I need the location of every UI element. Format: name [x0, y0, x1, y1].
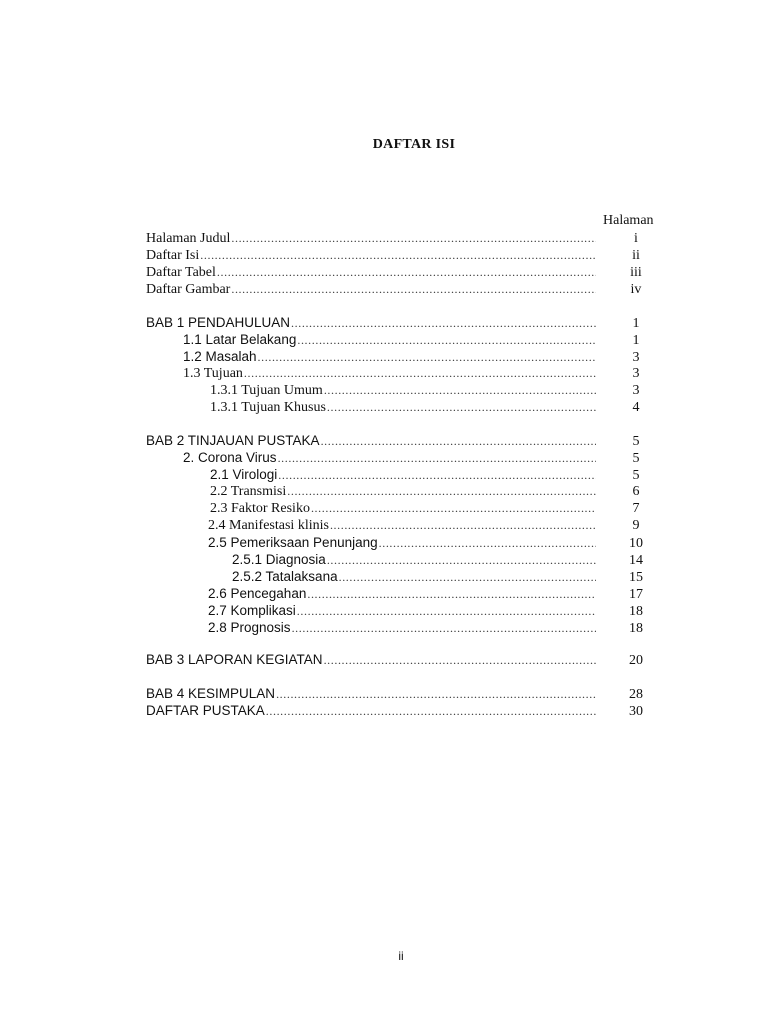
toc-entry-label: 2. Corona Virus: [183, 450, 277, 465]
dot-leader: [297, 332, 596, 349]
dot-leader: [297, 603, 596, 620]
toc-entry-label: 2.1 Virologi: [210, 467, 278, 482]
toc-entry-label: Daftar Gambar: [146, 282, 231, 297]
dot-leader: [231, 281, 596, 298]
toc-entry-label: 2.8 Prognosis: [208, 620, 291, 635]
dot-leader: [311, 500, 596, 517]
dot-leader: [200, 247, 596, 264]
dot-leader: [324, 382, 596, 399]
toc-entry-page: 5: [632, 451, 640, 466]
toc-entry-page: 4: [632, 400, 640, 415]
document-title: DAFTAR ISI: [372, 137, 456, 152]
toc-entry-label: BAB 3 LAPORAN KEGIATAN: [146, 652, 323, 667]
toc-entry-2-5-1: [232, 551, 676, 568]
toc-entry-page: 9: [632, 518, 640, 533]
toc-entry-2-3: [210, 500, 676, 517]
footer-page-number: ii: [398, 949, 404, 963]
toc-entry-page: iv: [630, 282, 642, 297]
toc-entry-1-3-1-umum: [210, 382, 676, 399]
toc-entry-label: 1.3.1 Tujuan Umum: [210, 383, 323, 398]
toc-entry-label: DAFTAR PUSTAKA: [146, 703, 265, 718]
toc-entry-page: 3: [632, 383, 640, 398]
toc-entry-page: 10: [629, 536, 643, 551]
toc-entry-1-3-1-khusus: [210, 399, 676, 416]
toc-entry-label: 1.3 Tujuan: [183, 366, 243, 381]
dot-leader: [327, 552, 596, 569]
toc-entry-page: iii: [630, 265, 642, 280]
toc-entry-page: 18: [629, 621, 643, 636]
toc-entry-2-7: [208, 602, 676, 619]
toc-entry-bab-2: [146, 432, 676, 449]
page-column-header: Halaman: [603, 213, 654, 228]
dot-leader: [276, 686, 596, 703]
toc-entry-label: BAB 1 PENDAHULUAN: [146, 315, 291, 330]
dot-leader: [278, 467, 596, 484]
toc-entry-2: [183, 449, 676, 466]
toc-entry-label: 1.3.1 Tujuan Khusus: [210, 400, 326, 415]
toc-entry-label: 1.1 Latar Belakang: [183, 332, 297, 347]
dot-leader: [244, 365, 596, 382]
dot-leader: [291, 315, 596, 332]
toc-entry-bab-4: [146, 685, 676, 702]
toc-entry-bab-3: [146, 651, 676, 668]
dot-leader: [231, 230, 596, 247]
dot-leader: [292, 620, 596, 637]
toc-entry-label: 2.5.2 Tatalaksana: [232, 569, 338, 584]
toc-entry-page: 17: [629, 587, 643, 602]
toc-entry-page: ii: [632, 248, 640, 263]
toc-entry-page: 7: [632, 501, 640, 516]
toc-entry-daftar-tabel: [146, 264, 676, 281]
toc-entry-page: 3: [632, 350, 640, 365]
dot-leader: [258, 349, 596, 366]
dot-leader: [324, 652, 596, 669]
dot-leader: [321, 433, 596, 450]
toc-entry-page: i: [634, 231, 638, 246]
toc-entry-label: 2.5.1 Diagnosia: [232, 552, 326, 567]
toc-entry-label: 2.5 Pemeriksaan Penunjang: [208, 535, 378, 550]
toc-entry-1-2: [183, 348, 676, 365]
toc-entry-page: 18: [629, 604, 643, 619]
dot-leader: [266, 703, 596, 720]
toc-entry-2-4: [208, 517, 676, 534]
toc-entry-bab-1: [146, 314, 676, 331]
dot-leader: [278, 450, 596, 467]
toc-entry-label: Daftar Tabel: [146, 265, 216, 280]
toc-entry-2-5-2: [232, 568, 676, 585]
toc-entry-2-1: [210, 466, 676, 483]
toc-entry-2-8: [208, 619, 676, 636]
toc-entry-1-3: [183, 365, 676, 382]
toc-entry-label: 2.7 Komplikasi: [208, 603, 296, 618]
dot-leader: [330, 517, 596, 534]
toc-entry-1-1: [183, 331, 676, 348]
toc-entry-page: 3: [632, 366, 640, 381]
toc-entry-page: 5: [632, 434, 640, 449]
toc-entry-daftar-isi: [146, 247, 676, 264]
toc-entry-page: 1: [632, 333, 640, 348]
toc-entry-page: 30: [629, 704, 643, 719]
toc-entry-label: 2.2 Transmisi: [210, 484, 287, 499]
dot-leader: [339, 569, 596, 586]
toc-entry-label: Halaman Judul: [146, 231, 231, 246]
toc-entry-page: 14: [629, 553, 643, 568]
toc-entry-daftar-pustaka: [146, 702, 676, 719]
toc-entry-2-6: [208, 585, 676, 602]
dot-leader: [307, 586, 596, 603]
toc-entry-label: 2.4 Manifestasi klinis: [208, 518, 329, 533]
dot-leader: [287, 483, 596, 500]
toc-entry-page: 5: [632, 468, 640, 483]
toc-entry-label: BAB 4 KESIMPULAN: [146, 686, 276, 701]
toc-entry-label: BAB 2 TINJAUAN PUSTAKA: [146, 433, 320, 448]
toc-entry-2-2: [210, 483, 676, 500]
toc-entry-label: 2.6 Pencegahan: [208, 586, 307, 601]
toc-entry-daftar-gambar: [146, 281, 676, 298]
toc-entry-halaman-judul: [146, 230, 676, 247]
toc-entry-page: 6: [632, 484, 640, 499]
toc-entry-page: 1: [632, 316, 640, 331]
dot-leader: [327, 399, 596, 416]
dot-leader: [217, 264, 596, 281]
toc-entry-page: 20: [629, 653, 643, 668]
toc-entry-page: 28: [629, 687, 643, 702]
dot-leader: [379, 535, 596, 552]
toc-entry-label: 2.3 Faktor Resiko: [210, 501, 310, 516]
toc-entry-label: Daftar Isi: [146, 248, 200, 263]
toc-entry-page: 15: [629, 570, 643, 585]
toc-entry-label: 1.2 Masalah: [183, 349, 257, 364]
toc-entry-2-5: [208, 534, 676, 551]
